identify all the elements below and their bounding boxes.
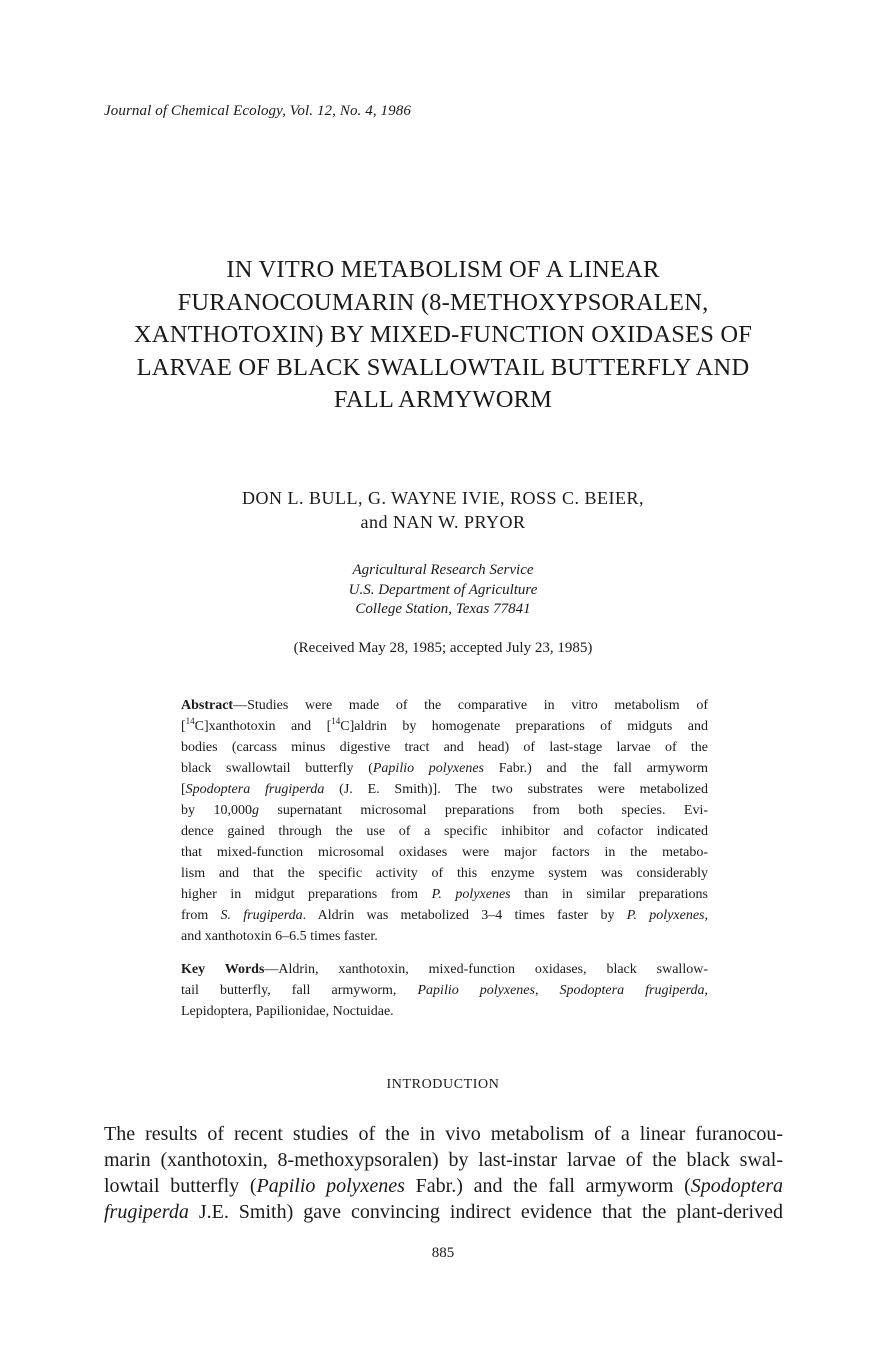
- section-heading: INTRODUCTION: [386, 1077, 500, 1092]
- keywords-line: Lepidoptera, Papilionidae, Noctuidae.: [181, 1004, 394, 1019]
- abstract-line: from S. frugiperda. Aldrin was metabolized 3–4 times faster by P. polyxenes,: [181, 908, 709, 923]
- paper-title: [60, 254, 826, 417]
- abstract-line: [$^{14}$C]xanthotoxin and [$^{14}$C]aldrin by homogenate preparations of midguts and: [181, 716, 709, 734]
- abstract-line: bodies (carcass minus digestive tract and head) of last-stage larvae of the: [181, 740, 708, 755]
- intro-line: frugiperda J.E. Smith) gave convincing indirect evidence that the plant-derived: [104, 1201, 783, 1223]
- abstract-line: [Spodoptera frugiperda (J. E. Smith)]. The two substrates were metabolized: [181, 782, 708, 797]
- received-dates: (Received May 28, 1985; accepted July 23, 1985): [293, 640, 593, 656]
- title-line: XANTHOTOXIN) BY MIXED-FUNCTION OXIDASES OF: [133, 321, 753, 348]
- abstract-line: Abstract—Studies were made of the comparative in vitro metabolism of: [181, 698, 708, 713]
- abstract-line: lism and that the specific activity of this enzyme system was considerably: [181, 866, 708, 881]
- title-line: FURANOCOUMARIN (8-METHOXYPSORALEN,: [177, 288, 709, 316]
- intro-line: marin (xanthotoxin, 8-methoxypsoralen) by last-instar larvae of the black swal-: [104, 1149, 783, 1171]
- abstract-line: that mixed-function microsomal oxidases were major factors in the metabo-: [181, 845, 708, 860]
- title-line: LARVAE OF BLACK SWALLOWTAIL BUTTERFLY AND: [136, 353, 750, 381]
- affiliation-line: U.S. Department of Agriculture: [348, 581, 538, 598]
- author-list: [100, 486, 786, 534]
- intro-paragraph: [104, 1121, 783, 1225]
- title-line: FALL ARMYWORM: [333, 386, 553, 413]
- abstract-line: higher in midgut preparations from P. polyxenes than in similar preparations: [181, 887, 708, 902]
- abstract-line: black swallowtail butterfly (Papilio polyxenes Fabr.) and the fall armyworm: [181, 761, 709, 776]
- abstract-line: dence gained through the use of a specific inhibitor and cofactor indicated: [181, 824, 708, 839]
- intro-line: lowtail butterfly (Papilio polyxenes Fabr.) and the fall armyworm (Spodoptera: [104, 1175, 784, 1197]
- keywords-line: Key Words—Aldrin, xanthotoxin, mixed-function oxidases, black swallow-: [181, 962, 708, 977]
- abstract-label: Abstract: [181, 698, 234, 713]
- journal-citation: Journal of Chemical Ecology, Vol. 12, No. 4, 1986: [104, 103, 411, 119]
- abstract-block: [181, 695, 708, 1022]
- affiliation-line: College Station, Texas 77841: [355, 601, 531, 617]
- affiliation-line: Agricultural Research Service: [352, 562, 534, 578]
- keywords-label: Key Words: [181, 962, 265, 977]
- author-line: DON L. BULL, G. WAYNE IVIE, ROSS C. BEIER,: [241, 488, 644, 508]
- keywords-line: tail butterfly, fall armyworm, Papilio polyxenes, Spodoptera frugiperda,: [181, 983, 709, 998]
- affiliation: [200, 561, 686, 620]
- author-line: and NAN W. PRYOR: [360, 512, 526, 532]
- title-line: IN VITRO METABOLISM OF A LINEAR: [226, 256, 660, 283]
- intro-line: The results of recent studies of the in vivo metabolism of a linear furanocou-: [104, 1123, 783, 1145]
- page-number: 885: [431, 1245, 455, 1261]
- abstract-line: by 10,000g supernatant microsomal preparations from both species. Evi-: [181, 803, 708, 818]
- abstract-line: and xanthotoxin 6–6.5 times faster.: [181, 929, 378, 944]
